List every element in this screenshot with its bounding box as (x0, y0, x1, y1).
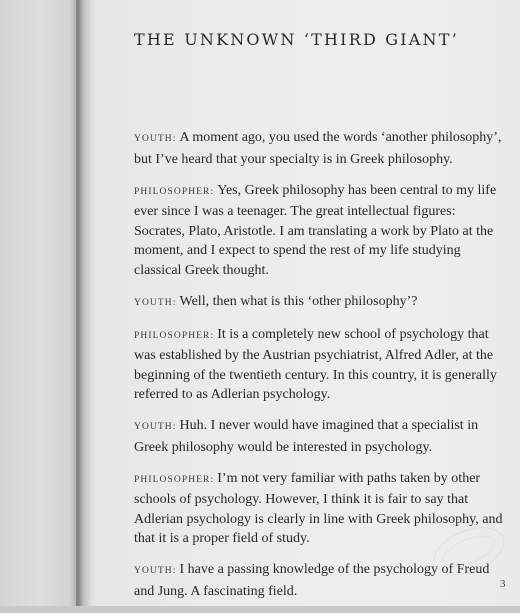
dialogue-text: A moment ago, you used the words ‘another philosophy’, but I’ve heard that your specialty is in Greek philosophy. (134, 130, 502, 167)
left-page-edge (0, 0, 78, 606)
dialogue-text: Huh. I never would have imagined that a specialist in Greek philosophy would be interested in psychology. (134, 418, 479, 455)
page-number: 3 (500, 578, 506, 590)
speaker-label: YOUTH: (134, 566, 177, 576)
dialogue-turn (134, 416, 506, 457)
dialogue-turn (134, 325, 506, 405)
dialogue-text: Yes, Greek philosophy has been central to my life ever since I was a teenager. The great intellectual figures: Socrates, Plato, Aristotle. I am translating a work by Plato at the moment, and I expect to spend the rest of my life studying classical Greek thought. (134, 182, 497, 278)
dialogue-text: Well, then what is this ‘other philosophy’? (179, 293, 418, 309)
dialogue-turn (134, 128, 506, 169)
dialogue-text: It is a completely new school of psychology that was established by the Austrian psychiatrist, Alfred Adler, at the beginning of the twentieth century. In this country, it is generally referred to as Adlerian psychology. (134, 326, 497, 402)
speaker-label: YOUTH: (134, 422, 177, 432)
dialogue-turn (134, 181, 506, 281)
speaker-label: PHILOSOPHER: (134, 330, 215, 341)
speaker-label: PHILOSOPHER: (134, 474, 215, 485)
speaker-label: YOUTH: (134, 297, 177, 308)
speaker-label: YOUTH: (134, 134, 177, 144)
dialogue-turn (134, 292, 506, 314)
speaker-label: PHILOSOPHER: (134, 186, 215, 197)
right-page (86, 0, 520, 606)
dialogue-text: I’m not very familiar with paths taken by other schools of psychology. However, I think it is fair to say that Adlerian psychology is clearly in line with Greek philosophy, and that it is a proper field of study. (134, 470, 503, 546)
chapter-title: THE UNKNOWN ‘THIRD GIANT’ (134, 30, 459, 49)
dialogue-text: I have a passing knowledge of the psychology of Freud and Jung. A fascinating field. (134, 562, 490, 599)
